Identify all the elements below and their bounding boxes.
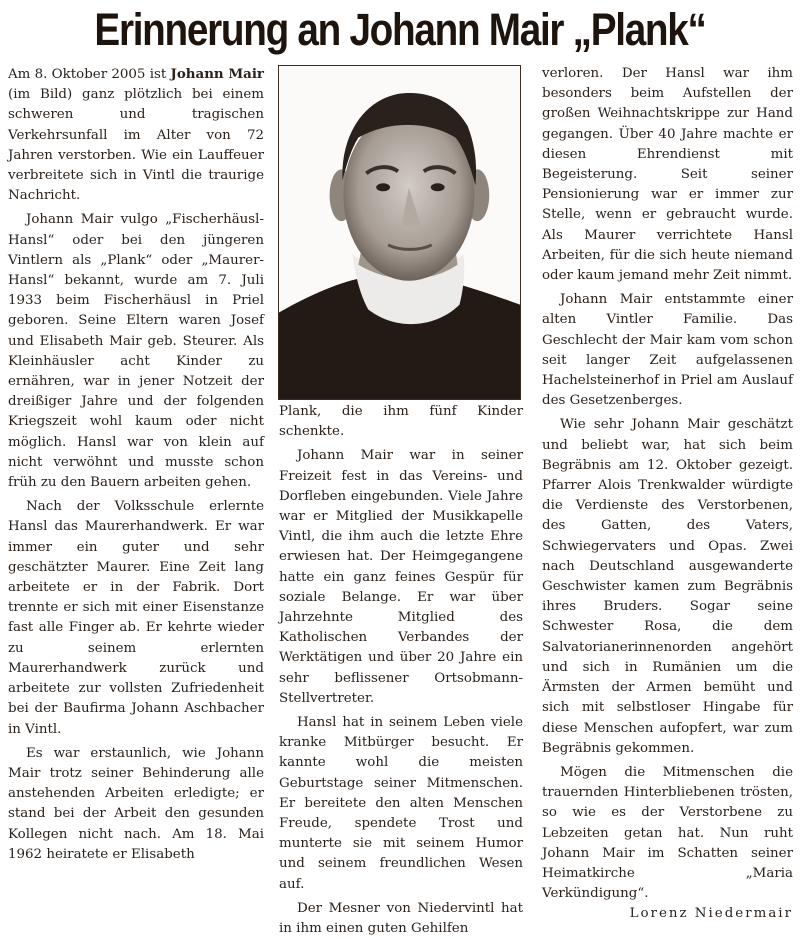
paragraph: Johann Mair entstammte einer alten Vintler Familie. Das Geschlecht der Mair kam vom schon seit langer Zeit aufgelassenen Hachelsteinerhof in Priel am Auslauf des Gesetzenberges. xyxy=(542,292,793,409)
paragraph: Hansl hat in seinem Leben viele kranke Mitbürger besucht. Er kannte wohl die meisten Geburtstage seiner Mitmenschen. Er bereitete den alten Menschen Freude, spendete Trost und munterte sie mit seinem Humor und seinem freundlichen Wesen auf. xyxy=(279,715,523,892)
article-title: Erinnerung an Johann Mair „Plank“ xyxy=(94,4,706,55)
column-2 xyxy=(279,402,523,939)
column-1 xyxy=(8,64,264,865)
portrait-photo xyxy=(278,65,521,400)
paragraph-text: (im Bild) ganz plötzlich bei einem schweren und tragischen Verkehrsunfall im Alter von 72 Jahren verstorben. Wie ein Lauffeuer verbreitete sich in Vintl die traurige Nachricht. xyxy=(8,87,264,204)
portrait-image-icon xyxy=(279,66,520,399)
paragraph: verloren. Der Hansl war ihm besonders beim Aufstellen der großen Weihnachtskrippe zur Hand gegangen. Über 40 Jahre machte er diesen Ehrendienst mit Begeisterung. Seit seiner Pensionierung war er immer zur Stelle, wenn er gebraucht wurde. Als Maurer verrichtete Hansl Arbeiten, für die sich heute niemand oder kaum jemand mehr Zeit nimmt. xyxy=(542,66,793,284)
name-bold: Johann Mair xyxy=(170,66,264,82)
paragraph: Nach der Volksschule erlernte Hansl das Maurerhandwerk. Er war immer ein guter und sehr geschätzter Maurer. Eine Zeit lang arbeitete er in der Fabrik. Dort trennte er sich mit einer Eisenstanze fast alle Finger ab. Er kehrte wieder zu seinem erlernten Maurerhandwerk zurück und arbeitete zur vollsten Zufriedenheit bei der Baufirma Johann Aschbacher in Vintl. xyxy=(8,499,264,737)
paragraph xyxy=(8,64,264,206)
paragraph: Es war erstaunlich, wie Johann Mair trotz seiner Behinderung alle anstehenden Arbeiten erledigte; er stand bei der Arbeit den gesunden Kollegen nicht nach. Am 18. Mai 1962 heiratete er Elisabeth xyxy=(8,745,264,862)
paragraph: Johann Mair war in seiner Freizeit fest in das Vereins- und Dorfleben eingebunden. Viele Jahre war er Mitglied der Musikkapelle Vintl, die ihm auch die letzte Ehre erwiesen hat. Der Heimgegangene hatte ein ganz feines Gespür für soziale Belange. Er war über Jahrzehnte Mitglied des Katholischen Verbandes der Werktätigen und über 20 Jahre ein sehr beflissener Ortsobmann-Stellvertreter. xyxy=(279,448,523,706)
paragraph: Wie sehr Johann Mair geschätzt und beliebt war, hat sich beim Begräbnis am 12. Oktober gezeigt. Pfarrer Alois Trenkwalder würdigte die Verdienste des Verstorbenen, des Gatten, des Vaters, Schwiegervaters und Opas. Zwei nach Deutschland ausgewanderte Geschwister kamen zum Begräbnis ihres Bruders. Sogar seine Schwester Rosa, die dem Salvatorianerinnenorden angehört und sich in Rumänien um die Ärmsten der Armen bemüht und sich mit selbstloser Hingabe für diese Menschen aufopfert, war zum Begräbnis gekommen. xyxy=(542,417,793,756)
paragraph: Der Mesner von Niedervintl hat in ihm einen guten Gehilfen xyxy=(279,900,523,937)
author-signature: Lorenz Niedermair xyxy=(629,906,793,922)
paragraph: Johann Mair vulgo „Fischerhäusl-Hansl“ oder bei den jüngeren Vintlern als „Plank“ oder „Maurer-Hansl“ bekannt, wurde am 7. Juli 1933 beim Fischerhäusl in Priel geboren. Seine Eltern waren Josef und Elisabeth Mair geb. Steurer. Als Kleinhäusler acht Kinder zu ernähren, war in jener Notzeit der dreißiger Jahre und der folgenden Kriegszeit wohl kaum oder nicht möglich. Hansl war von klein auf nicht verwöhnt und musste schon früh zu den Bauern arbeiten gehen. xyxy=(8,212,264,491)
paragraph-text: Am 8. Oktober 2005 ist xyxy=(8,67,171,82)
paragraph: Plank, die ihm fünf Kinder schenkte. xyxy=(279,404,523,440)
column-3 xyxy=(542,64,793,925)
paragraph: Mögen die Mitmenschen die trauernden Hinterbliebenen trösten, so wie es der Verstorbene zu Lebzeiten getan hat. Nun ruht Johann Mair im Schatten seiner Heimatkirche „Maria Verkündigung“. xyxy=(542,764,793,902)
